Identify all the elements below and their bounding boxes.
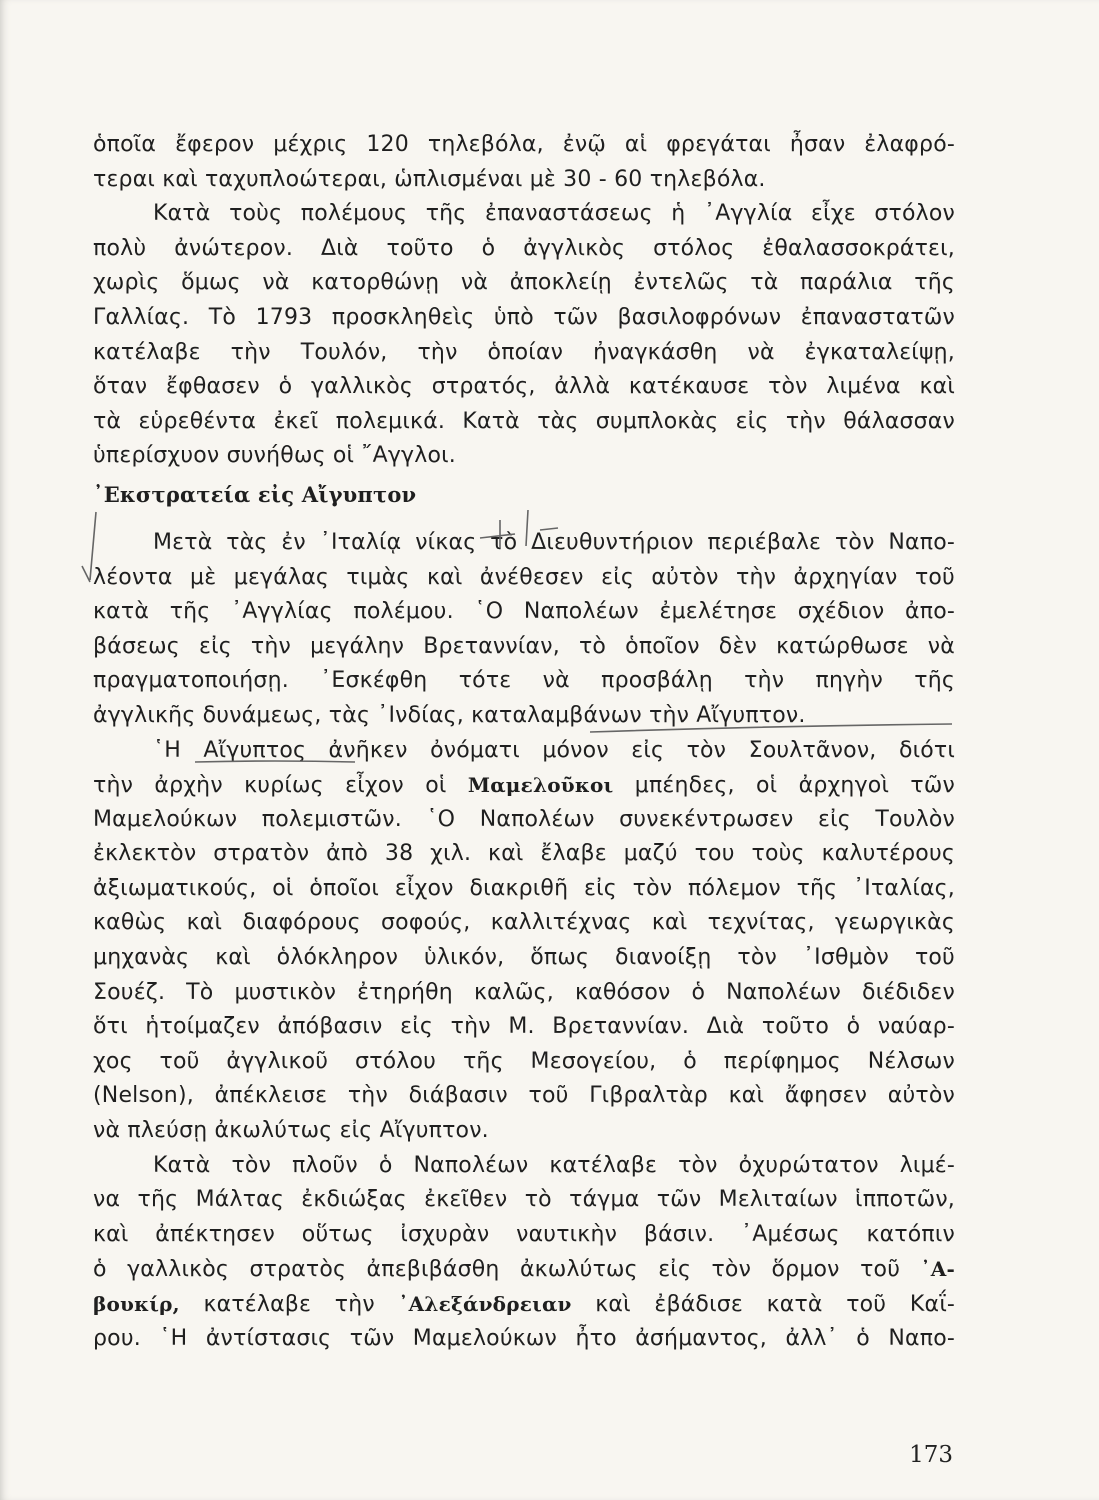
- text-line: Γαλλίας. Τὸ 1793 προσκληθεὶς ὑπὸ τῶν βασιλοφρόνων ἐπαναστατῶν: [93, 304, 955, 330]
- text-line: χωρὶς ὅμως νὰ κατορθώνῃ νὰ ἀποκλείῃ ἐντελῶς τὰ παράλια τῆς: [93, 270, 955, 296]
- text-line: ὁποῖα ἔφερον μέχρις 120 τηλεβόλα, ἐνῷ αἱ φρεγάται ἦσαν ἐλαφρό-: [93, 132, 955, 157]
- bold-term: Μαμελοῦκοι: [467, 773, 614, 798]
- pencil-cross-mark: [470, 500, 560, 550]
- text-fragment: ὁ γαλλικὸς στρατὸς ἀπεβιβάσθη ἀκωλύτως εἰς τὸν ὅρμον τοῦ: [93, 1257, 901, 1283]
- text-line: ῾Η Αἴγυπτος ἀνῆκεν ὀνόματι μόνον εἰς τὸν Σουλτᾶνον, διότι: [153, 737, 955, 763]
- pencil-underline: [195, 758, 360, 768]
- pencil-underline: [590, 696, 960, 766]
- text-line: χος τοῦ ἀγγλικοῦ στόλου τῆς Μεσογείου, ὁ περίφημος Νέλσων: [93, 1048, 955, 1074]
- text-line: πολὺ ἀνώτερον. Διὰ τοῦτο ὁ ἀγγλικὸς στόλος ἐθαλασσοκράτει,: [93, 235, 955, 261]
- text-line: λέοντα μὲ μεγάλας τιμὰς καὶ ἀνέθεσεν εἰς αὐτὸν τὴν ἀρχηγίαν τοῦ: [93, 564, 955, 590]
- text-line: βάσεως εἰς τὴν μεγάλην Βρεταννίαν, τὸ ὁποῖον δὲν κατώρθωσε νὰ: [93, 633, 955, 659]
- text-line: ἀγγλικῆς δυνάμεως, τὰς ᾿Ινδίας, καταλαμβάνων τὴν Αἴγυπτον.: [93, 702, 806, 728]
- text-fragment: τὴν ἀρχὴν κυρίως εἶχον οἱ: [93, 773, 447, 799]
- text-line: ἀξιωματικούς, οἱ ὁποῖοι εἶχον διακριθῆ εἰς τὸν πόλεμον τῆς ᾿Ιταλίας,: [93, 875, 955, 901]
- text-line: Μαμελούκων πολεμιστῶν. ῾Ο Ναπολέων συνεκέντρωσεν εἰς Τουλὸν: [93, 806, 955, 832]
- text-line: Μετὰ τὰς ἐν ᾿Ιταλίᾳ νίκας τὸ Διευθυντήριον περιέβαλε τὸν Ναπο-: [153, 529, 955, 555]
- text-line: να τῆς Μάλτας ἐκδιώξας ἐκεῖθεν τὸ τάγμα τῶν Μελιταίων ἱπποτῶν,: [93, 1187, 955, 1213]
- text-fragment: καὶ ἐβάδισε κατὰ τοῦ Καΐ-: [595, 1292, 955, 1317]
- pencil-check-mark: [76, 510, 106, 590]
- text-line: ὑπερίσχυον συνήθως οἱ ῎Αγγλοι.: [93, 443, 456, 469]
- bold-term: ᾿Αλεξάνδρειαν: [398, 1292, 572, 1316]
- text-line: κατέλαβε τὴν Τουλόν, τὴν ὁποίαν ἠναγκάσθη νὰ ἐγκαταλείψῃ,: [93, 339, 955, 365]
- text-line: Κατὰ τοὺς πολέμους τῆς ἐπαναστάσεως ἡ ᾿Αγγλία εἶχε στόλον: [153, 201, 955, 227]
- text-line: ὅταν ἔφθασεν ὁ γαλλικὸς στρατός, ἀλλὰ κατέκαυσε τὸν λιμένα καὶ: [93, 374, 955, 400]
- section-heading: ᾿Εκστρατεία εἰς Αἴγυπτον: [93, 481, 417, 507]
- text-line: νὰ πλεύσῃ ἀκωλύτως εἰς Αἴγυπτον.: [93, 1118, 489, 1144]
- text-line: [93, 1287, 955, 1322]
- text-fragment: μπέηδες, οἱ ἀρχηγοὶ τῶν: [634, 773, 955, 799]
- text-line: καθὼς καὶ διαφόρους σοφούς, καλλιτέχνας καὶ τεχνίτας, γεωργικὰς: [93, 910, 955, 936]
- text-line: κατὰ τῆς ᾿Αγγλίας πολέμου. ῾Ο Ναπολέων ἐμελέτησε σχέδιον ἀπο-: [93, 599, 955, 625]
- text-line: ρου. ῾Η ἀντίστασις τῶν Μαμελούκων ἦτο ἀσήμαντος, ἀλλ᾿ ὁ Ναπο-: [93, 1325, 955, 1351]
- text-line: τεραι καὶ ταχυπλοώτεραι, ὡπλισμέναι μὲ 30 - 60 τηλεβόλα.: [93, 166, 766, 192]
- text-line: Κατὰ τὸν πλοῦν ὁ Ναπολέων κατέλαβε τὸν ὀχυρώτατον λιμέ-: [153, 1152, 955, 1178]
- bold-term: βουκίρ,: [93, 1292, 180, 1316]
- bold-term: ᾿Α-: [920, 1257, 955, 1282]
- text-line: ἐκλεκτὸν στρατὸν ἀπὸ 38 χιλ. καὶ ἔλαβε μαζύ του τοὺς καλυτέρους: [93, 841, 955, 867]
- text-line: μηχανὰς καὶ ὁλόκληρον ὑλικόν, ὅπως διανοίξῃ τὸν ᾿Ισθμὸν τοῦ: [93, 945, 955, 971]
- text-line: ὅτι ἡτοίμαζεν ἀπόβασιν εἰς τὴν Μ. Βρεταννίαν. Διὰ τοῦτο ὁ ναύαρ-: [93, 1014, 955, 1040]
- text-fragment: κατέλαβε τὴν: [203, 1292, 375, 1317]
- text-line: Σουέζ. Τὸ μυστικὸν ἐτηρήθη καλῶς, καθόσον ὁ Ναπολέων διέδιδεν: [93, 979, 955, 1005]
- text-line: [93, 768, 955, 803]
- text-line: [93, 1252, 955, 1287]
- text-line: (Nelson), ἀπέκλεισε τὴν διάβασιν τοῦ Γιβραλτὰρ καὶ ἄφησεν αὐτὸν: [93, 1083, 955, 1109]
- text-line: καὶ ἀπέκτησεν οὕτως ἰσχυρὰν ναυτικὴν βάσιν. ᾿Αμέσως κατόπιν: [93, 1221, 955, 1247]
- page-number: 173: [909, 1442, 953, 1468]
- text-line: πραγματοποιήσῃ. ᾿Εσκέφθη τότε νὰ προσβάλῃ τὴν πηγὴν τῆς: [93, 668, 955, 694]
- text-line: τὰ εὑρεθέντα ἐκεῖ πολεμικά. Κατὰ τὰς συμπλοκὰς εἰς τὴν θάλασσαν: [93, 408, 955, 434]
